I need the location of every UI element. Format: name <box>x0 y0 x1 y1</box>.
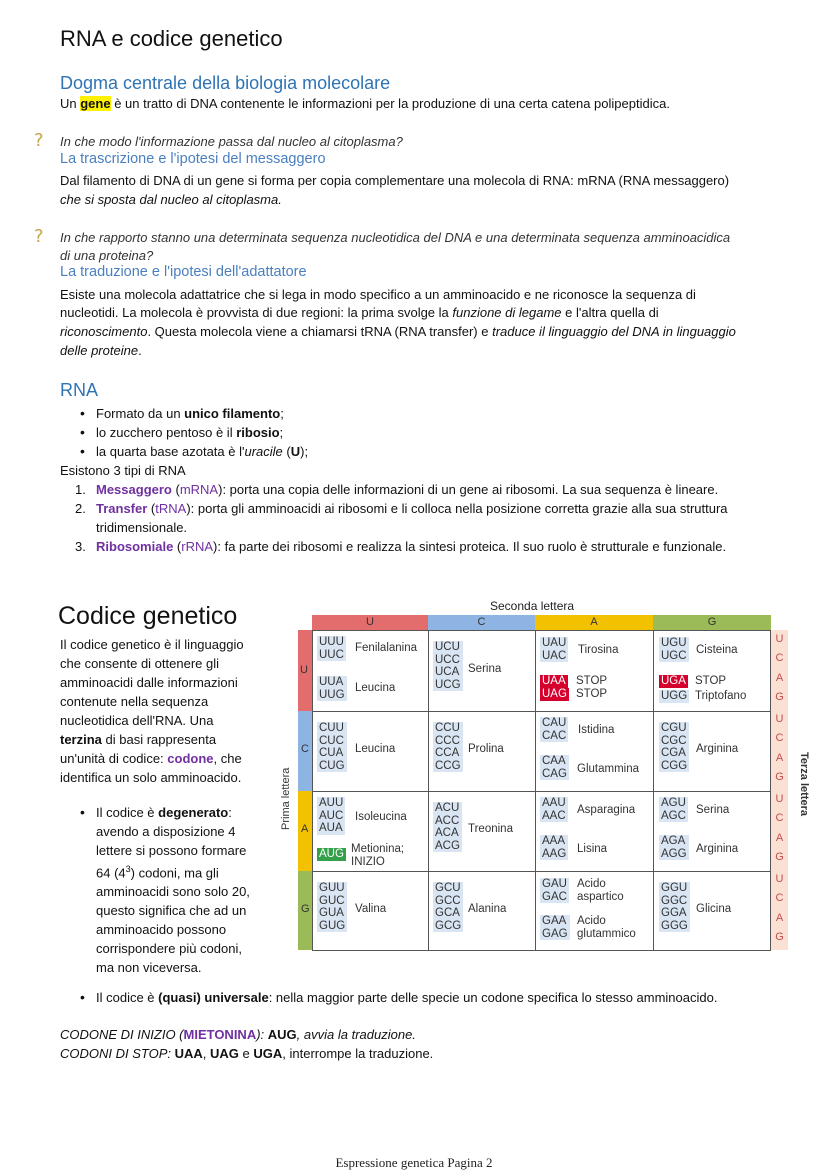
codon-aug: AUG <box>319 848 344 860</box>
st5: e <box>238 1046 254 1061</box>
aa-triptofano: Triptofano <box>695 690 747 702</box>
n2: 2. <box>75 501 86 516</box>
cp6b: di basi rappresenta <box>101 732 217 747</box>
codon-uag: UAG <box>542 688 567 700</box>
col-header-c: C <box>428 615 535 630</box>
codon-caa-cag: CAA CAG <box>542 755 567 780</box>
codon-cc: CCU CCC CCA CCG <box>435 722 461 772</box>
aa-acido-aspartico: Acido aspartico <box>577 878 624 903</box>
s3: ): <box>256 1027 268 1042</box>
start-codon-line <box>60 1025 416 1044</box>
codon-gau-gac: GAU GAC <box>542 878 567 903</box>
t-text2: tridimensionale. <box>96 520 188 535</box>
cp3: amminoacidi dalle informazioni <box>60 675 238 690</box>
aa-treonina: Treonina <box>468 823 513 835</box>
b2a: lo zucchero pentoso è il <box>96 425 237 440</box>
aa-stop-3: STOP <box>695 675 727 687</box>
aa-arginina-2: Arginina <box>696 843 739 855</box>
st6: UGA <box>253 1046 283 1061</box>
page-footer: Espressione genetica Pagina 2 <box>335 1155 493 1170</box>
t-abbr: tRNA <box>155 501 187 516</box>
codon-uc: UCU UCC UCA UCG <box>435 641 461 691</box>
cp5: nucleotidica dell'RNA. Una <box>60 713 214 728</box>
third-letter-letters <box>771 630 788 950</box>
t-c4: C <box>775 892 784 904</box>
codon-au: AUU AUC AUA <box>319 797 344 834</box>
b1a: Formato da un <box>96 406 185 421</box>
question-2-line-1: In che rapporto stanno una determinata sequenza nucleotidica del DNA e una determinata sequenza amminoacidica <box>60 230 731 245</box>
aa-glicina: Glicina <box>696 903 732 915</box>
n1: 1. <box>75 482 86 497</box>
question-icon: ? <box>34 226 44 247</box>
ta: ( <box>147 501 156 516</box>
rna-types-intro: Esistono 3 tipi di RNA <box>60 463 186 478</box>
t-u1: U <box>775 633 784 645</box>
list-item <box>60 988 800 1007</box>
codon-ugu-ugc: UGU UGC <box>661 637 687 662</box>
aa-cisteina: Cisteina <box>696 644 738 656</box>
u1: Il codice è <box>96 990 159 1005</box>
codon-gaa-gag: GAA GAG <box>542 915 568 940</box>
trascrizione-heading: La trascrizione e l'ipotesi del messaggero <box>60 151 326 167</box>
b2c: ; <box>279 425 284 440</box>
t-g2: G <box>775 771 784 783</box>
n3: 3. <box>75 539 86 554</box>
b3d: U <box>290 444 301 459</box>
cp6 <box>60 730 280 749</box>
aa-arginina-1: Arginina <box>696 743 739 755</box>
aa-leucina-2: Leucina <box>355 743 396 755</box>
b1b: unico filamento <box>184 406 281 421</box>
b3a: la quarta base azotata è l' <box>96 444 245 459</box>
t3c: traduce il linguaggio del DNA in linguaggio <box>492 324 736 339</box>
list-item <box>60 404 780 423</box>
aa-fenilalanina: Fenilalanina <box>355 642 418 654</box>
t-g4: G <box>775 931 784 943</box>
d3: lettere si possono formare <box>96 843 247 858</box>
t4: delle proteine <box>60 343 139 358</box>
codon-gu: GUU GUC GUA GUG <box>319 882 346 932</box>
codice-paragraph <box>60 635 280 787</box>
t-u4: U <box>775 873 784 885</box>
d4sup: 3 <box>125 864 131 874</box>
b1c: ; <box>280 406 284 421</box>
aa-stop-1: STOP <box>576 675 608 687</box>
codon-aga-agg: AGA AGG <box>661 835 687 860</box>
aa-metionina: Metionina; INIZIO <box>351 843 405 868</box>
d7: amminoacido possono <box>96 922 227 938</box>
b3c: ( <box>282 444 291 459</box>
row-u-letter: U <box>300 664 308 676</box>
universale-bullet <box>60 988 800 1007</box>
t-c3: C <box>775 812 784 824</box>
cp7c: , che <box>213 751 242 766</box>
col-header-g: G <box>653 615 771 630</box>
t-a4: A <box>775 912 784 924</box>
d4 <box>96 860 280 882</box>
codon-uau-uac: UAU UAC <box>542 637 567 662</box>
aa-lisina: Lisina <box>577 843 608 855</box>
trascrizione-line-1: Dal filamento di DNA di un gene si forma per copia complementare una molecola di RNA: mRNA (RNA messaggero) <box>60 173 730 188</box>
aa-acido-glutammico: Acido glutammico <box>577 915 636 940</box>
cp1: Il codice genetico è il linguaggio <box>60 637 244 652</box>
t-a2: A <box>775 752 784 764</box>
r-name: Ribosomiale <box>96 539 174 554</box>
t-c2: C <box>775 732 784 744</box>
st4: UAG <box>210 1046 239 1061</box>
t-g1: G <box>775 691 784 703</box>
t-text1: ): porta gli amminoacidi ai ribosomi e li colloca nella posizione corretta grazie alla sua struttura <box>186 501 728 516</box>
list-item <box>60 499 800 537</box>
codon-cu: CUU CUC CUA CUG <box>319 722 345 772</box>
cp7 <box>60 749 280 768</box>
b3e: ); <box>300 444 309 459</box>
codon-ugg: UGG <box>661 690 688 702</box>
aa-serina-1: Serina <box>468 663 502 675</box>
aa-valina: Valina <box>355 903 387 915</box>
s4: AUG <box>267 1027 297 1042</box>
list-item <box>60 442 780 461</box>
cp7a: un'unità di codice: <box>60 751 168 766</box>
t3a: riconoscimento <box>60 324 148 339</box>
codon-agu-agc: AGU AGC <box>661 797 686 822</box>
d2: avendo a disposizione 4 <box>96 824 236 839</box>
u3: : nella maggior parte delle specie un codone specifica lo stesso amminoacido. <box>268 990 718 1005</box>
m-name: Messaggero <box>96 482 172 497</box>
st3: , <box>202 1046 211 1061</box>
d1 <box>96 803 280 822</box>
dogma-text-b: è un tratto di DNA contenente le informazioni per la produzione di una certa catena polipeptidica. <box>110 96 670 111</box>
row-header-g <box>298 871 312 950</box>
col-header-u: U <box>312 615 428 630</box>
st1: CODONI DI STOP: <box>60 1046 175 1061</box>
d8: corrispondere più codoni, <box>96 941 242 957</box>
d4a: 64 (4 <box>96 865 126 881</box>
r-text: ): fa parte dei ribosomi e realizza la sintesi proteica. Il suo ruolo è strutturale e funzionale. <box>213 539 727 554</box>
first-letter-label: Prima lettera <box>280 767 292 830</box>
aa-glutammina: Glutammina <box>577 763 639 775</box>
aa-stop-2: STOP <box>576 688 608 700</box>
codon-uaa: UAA <box>542 675 566 687</box>
traduzione-line-4 <box>60 341 142 360</box>
d4b: ) codoni, ma gli <box>130 865 219 881</box>
row-g-letter: G <box>301 903 310 915</box>
u2: (quasi) universale <box>158 990 269 1005</box>
t4b: . <box>138 343 142 358</box>
t2c: e l'altra quella di <box>561 305 659 320</box>
r-abbr: rRNA <box>181 539 214 554</box>
dogma-text <box>60 94 670 113</box>
question-1: In che modo l'informazione passa dal nucleo al citoplasma? <box>60 134 403 149</box>
codon-uga: UGA <box>661 675 686 687</box>
b3b: uracile <box>244 444 283 459</box>
d1c: : <box>228 805 232 820</box>
t2b: funzione di legame <box>452 305 562 320</box>
m-text: ): porta una copia delle informazioni di un gene ai ribosomi. La sua sequenza è lineare. <box>218 482 719 497</box>
traduzione-line-1: Esiste una molecola adattatrice che si lega in modo specifico a un amminoacido e ne riconosce la sequenza di <box>60 287 696 302</box>
codon-aau-aac: AAU AAC <box>542 797 566 822</box>
t-a1: A <box>775 672 784 684</box>
aa-prolina: Prolina <box>468 743 504 755</box>
codon-cau-cac: CAU CAC <box>542 717 567 742</box>
d9: ma non viceversa. <box>96 960 202 976</box>
codon-gg: GGU GGC GGA GGG <box>661 882 688 932</box>
cp7b: codone <box>167 751 214 766</box>
stop-codon-line <box>60 1044 433 1063</box>
aa-asparagina: Asparagina <box>577 804 636 816</box>
t3b: . Questa molecola viene a chiamarsi tRNA (RNA transfer) e <box>147 324 493 339</box>
aa-serina-2: Serina <box>696 804 730 816</box>
aa-isoleucina: Isoleucina <box>355 811 407 823</box>
codice-heading: Codice genetico <box>58 602 238 630</box>
third-letter-label: Terza lettera <box>798 752 810 816</box>
t-g3: G <box>775 851 784 863</box>
aa-istidina: Istidina <box>578 724 615 736</box>
d1b: degenerato <box>158 805 229 820</box>
traduzione-heading: La traduzione e l'ipotesi dell'adattatore <box>60 264 307 280</box>
codon-gc: GCU GCC GCA GCG <box>435 882 462 932</box>
st2: UAA <box>174 1046 203 1061</box>
s5: , avvia la traduzione. <box>296 1027 416 1042</box>
rna-types-list <box>60 480 800 556</box>
cp6a: terzina <box>60 732 102 747</box>
ra: ( <box>173 539 182 554</box>
gene-highlight: gene <box>80 96 111 111</box>
col-header-a: A <box>535 615 653 630</box>
codon-uua-uug: UUA UUG <box>319 676 345 701</box>
aa-tirosina: Tirosina <box>578 644 619 656</box>
trascrizione-line-2: che si sposta dal nucleo al citoplasma. <box>60 192 282 207</box>
d5: amminoacidi sono solo 20, <box>96 884 250 900</box>
s2: MIETONINA <box>183 1027 257 1042</box>
st7: , interrompe la traduzione. <box>282 1046 434 1061</box>
list-item <box>60 480 800 499</box>
second-letter-label: Seconda lettera <box>490 599 575 613</box>
m-abbr: mRNA <box>179 482 219 497</box>
aa-leucina-1: Leucina <box>355 682 396 694</box>
codon-uuu-uuc: UUU UUC <box>319 636 344 661</box>
row-a-letter: A <box>301 823 309 835</box>
row-header-u <box>298 630 312 711</box>
t-name: Transfer <box>96 501 148 516</box>
t-u2: U <box>775 713 784 725</box>
degenerato-bullet <box>60 803 280 977</box>
cp8: identifica un solo amminoacido. <box>60 770 242 785</box>
rna-bullets <box>60 404 780 461</box>
codon-aaa-aag: AAA AAG <box>542 835 567 860</box>
cp2: che consente di ottenere gli <box>60 656 219 671</box>
row-c-letter: C <box>301 743 309 755</box>
dogma-heading: Dogma centrale della biologia molecolare <box>60 73 391 93</box>
traduzione-line-2 <box>60 303 659 322</box>
list-item <box>60 803 280 977</box>
list-item <box>60 423 780 442</box>
row-header-a <box>298 791 312 871</box>
aa-alanina: Alanina <box>468 903 507 915</box>
t-a3: A <box>775 832 784 844</box>
d6: questo significa che ad un <box>96 903 247 919</box>
row-header-c <box>298 711 312 791</box>
codon-cg: CGU CGC CGA CGG <box>661 722 688 772</box>
ma: ( <box>171 482 180 497</box>
list-item <box>60 537 800 556</box>
traduzione-line-3 <box>60 322 736 341</box>
dogma-text-a: Un <box>60 96 81 111</box>
page-title: RNA e codice genetico <box>60 26 283 51</box>
b2b: ribosio <box>236 425 280 440</box>
s1: CODONE DI INIZIO ( <box>60 1027 184 1042</box>
cp4: contenute nella sequenza <box>60 694 209 709</box>
rna-heading: RNA <box>60 380 99 400</box>
codon-ac: ACU ACC ACA ACG <box>435 802 460 852</box>
d1a: Il codice è <box>96 805 159 820</box>
t-c1: C <box>775 652 784 664</box>
t2a: nucleotidi. La molecola è provvista di due regioni: la prima svolge la <box>60 305 453 320</box>
question-icon: ? <box>34 130 44 151</box>
question-2-line-2: di una proteina? <box>60 248 154 263</box>
t-u3: U <box>775 793 784 805</box>
